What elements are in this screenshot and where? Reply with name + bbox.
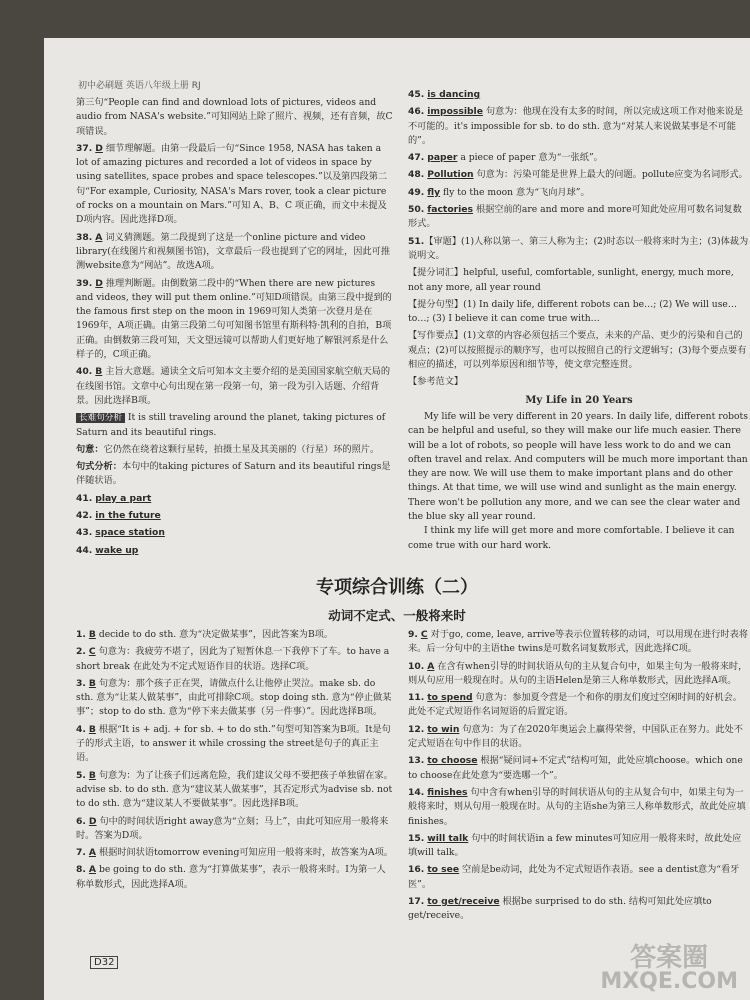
item-number: 12. <box>408 723 425 735</box>
watermark-text: 答案圈 <box>630 943 709 973</box>
item-text: 句中含有when引导的时间状语从句的主从复合句中，如果主句为一般将来时，则从句用一般现在时。从句的主语she为第三人称单数形式，故此处应填finishes。 <box>408 786 746 827</box>
item-text: 句意为：他现在没有太多的时间，所以完成这项工作对他来说是不可能的。it's impossible for sb. to do sth. 意为“对某人来说做某事是不可能的”。 <box>408 106 744 146</box>
item-number: 1. <box>76 629 86 640</box>
item-number: 9. <box>408 629 418 640</box>
section-subtitle: 动词不定式、一般将来时 <box>328 608 466 623</box>
item-number: 45. <box>408 89 425 100</box>
answer-item <box>76 231 394 274</box>
item-text: 【提分句型】(1) In daily life, different robots can be…; (2) We will use…to…; (3) I believe it can come true with… <box>408 298 738 325</box>
item-text: a piece of paper 意为“一张纸”。 <box>460 152 603 164</box>
item-text: 空前是be动词，此处为不定式短语作表语。see a dentist意为“看牙医”。 <box>408 864 740 890</box>
answer-item <box>76 645 394 674</box>
item-text: 【审题】(1)人称以第一、第三人称为主；(2)时态以一般将来时为主；(3)体裁为说明文。 <box>408 235 749 261</box>
item-number: 38. <box>76 231 93 243</box>
answer-item <box>408 186 750 200</box>
item-answer: C <box>420 629 428 640</box>
answer-item <box>76 677 394 720</box>
item-number: 37. <box>76 142 93 154</box>
item-number: 17. <box>408 896 425 908</box>
item-number: 2. <box>76 646 86 658</box>
item-text: 句意为：为了在2020年奥运会上赢得荣誉，中国队正在努力。此处不定式短语在句中作目的状语。 <box>408 723 743 750</box>
item-text: decide to do sth. 意为“决定做某事”，因此答案为B项。 <box>98 629 334 640</box>
item-number: 46. <box>408 106 425 118</box>
answer-item <box>408 151 750 165</box>
item-answer: wake up <box>95 544 139 556</box>
item-text: 根据“It is + adj. + for sb. + to do sth.”句型可知答案为B项。It是句子的形式主语，to answer it while crossing the street是句子的真正主语。 <box>76 723 391 764</box>
item-text: 句意为：参加夏令营是一个和你的朋友们度过空闲时间的好机会。此处不定式短语作名词短语的后置定语。 <box>408 692 742 718</box>
item-text: 【提分词汇】helpful, useful, comfortable, sunlight, energy, much more, not any more, all year round <box>408 267 734 293</box>
item-answer: impossible <box>427 106 483 118</box>
section-title: 专项综合训练（二） <box>316 577 478 598</box>
answer-item <box>76 443 394 457</box>
item-answer: to win <box>427 723 460 735</box>
watermark-url: MXQE.COM <box>600 969 738 994</box>
answer-item <box>76 544 394 558</box>
item-answer: B <box>95 366 103 378</box>
answer-item <box>408 105 750 148</box>
item-number: 16. <box>408 864 425 876</box>
essay-title: My Life in 20 Years <box>525 394 633 406</box>
item-text: 细节理解题。由第一段最后一句“Since 1958, NASA has taken a lot of amazing pictures and recorded a lot of videos in space by using satellites, space probes and space telescopes.”以及第四段第二句“For example, Curiosity, NASA's Mars rover, took a clear picture of rocks on a mountain on Mars.”可知 A、B、C 项正确，而文中未提及D项内容。因此选择D项。 <box>76 142 388 226</box>
item-number: 49. <box>408 186 425 198</box>
watermark-logo <box>600 943 738 994</box>
item-number: 44. <box>76 544 93 556</box>
item-answer: to see <box>427 864 460 876</box>
model-essay <box>408 394 750 553</box>
item-number: 11. <box>408 692 425 704</box>
item-text: 第三句“People can find and download lots of pictures, videos and audio from NASA's website.”可知网站上除了照片、视频，还有音频，故C项错误。 <box>76 97 393 137</box>
answer-item <box>76 460 394 489</box>
item-label: 句式分析： <box>76 461 122 473</box>
item-number: 42. <box>76 510 93 522</box>
answer-item <box>76 365 394 408</box>
item-answer: fly <box>427 186 441 198</box>
answer-item <box>408 660 750 689</box>
item-answer: finishes <box>427 786 468 798</box>
answer-item <box>408 628 750 657</box>
item-number: 7. <box>76 847 86 859</box>
item-text: 句中的时间状语in a few minutes可知应用一般将来时，故此处应填will talk。 <box>408 832 742 859</box>
item-text: 句意为：我疲劳不堪了，因此为了短暂休息一下我停下了车。to have a short break 在此处为不定式短语作目的状语。选择C项。 <box>76 646 390 672</box>
item-number: 39. <box>76 277 93 289</box>
answer-item <box>76 863 394 892</box>
item-answer: A <box>88 847 97 859</box>
answer-item <box>408 235 750 264</box>
item-text: 根据be surprised to do sth. 结构可知此处应填to get/receive。 <box>408 896 712 922</box>
answer-item <box>76 509 394 523</box>
item-number: 6. <box>76 815 86 827</box>
item-number: 13. <box>408 755 425 767</box>
answer-item <box>76 846 394 860</box>
item-text: 句中的时间状语right away意为“立刻；马上”，由此可知应用一般将来时。答案为D项。 <box>76 815 389 841</box>
item-number: 8. <box>76 864 86 876</box>
answer-item <box>408 88 750 102</box>
item-number: 47. <box>408 152 425 164</box>
item-text: 根据“疑问词+不定式”结构可知，此处应填choose。which one to choose在此处意为“要选哪一个”。 <box>408 755 743 781</box>
item-answer: will talk <box>427 832 469 844</box>
answer-item <box>408 832 750 861</box>
answer-item <box>76 142 394 228</box>
item-text: 在含有when引导的时间状语从句的主从复合句中，如果主句为一般将来时，则从句应用一般现在时。从句的主语Helen是第三人称单数形式，因此选择A项。 <box>408 660 748 686</box>
page-number: D32 <box>90 956 118 969</box>
item-answer: is dancing <box>427 89 481 100</box>
item-text: It is still traveling around the planet, taking pictures of Saturn and its beautiful rings. <box>76 412 386 438</box>
answer-item <box>408 203 750 232</box>
answer-item <box>408 863 750 892</box>
answer-item <box>76 277 394 363</box>
item-number: 5. <box>76 769 86 781</box>
answer-item <box>408 375 750 389</box>
item-text: 词义猜测题。第二段提到了这是一个online picture and video library(在线图片和视频图书馆)，文章最后一段也提到了它的网址，因此可推测website意为“网站”。故选A项。 <box>76 231 391 272</box>
document-page <box>44 38 750 1000</box>
answer-item <box>408 691 750 720</box>
item-answer: to spend <box>427 692 473 704</box>
item-text: fly to the moon 意为“飞向月球”。 <box>443 186 590 198</box>
item-answer: D <box>95 277 103 289</box>
item-answer: B <box>88 629 96 640</box>
analysis-tag: 长难句分析 <box>76 413 125 423</box>
item-answer: A <box>427 660 435 672</box>
bottom-right-column <box>408 628 750 927</box>
essay-paragraph: I think my life will get more and more comfortable. I believe it can come true with our hard work. <box>408 525 735 551</box>
item-text: 【写作要点】(1)文章的内容必须包括三个要点，未来的产品、更少的污染和自己的观点；(2)可以按照提示的顺序写，也可以按照自己的行文逻辑写；(3)每个要点要有相应的描述，可以列举原因和细节等，使文章完整连贯。 <box>408 330 747 371</box>
item-number: 41. <box>76 492 93 504</box>
essay-paragraph: My life will be very different in 20 years. In daily life, different robots can be helpful and useful, so they will make our life much easier. There will be a lot of robots, so people will have less work to do and we can often travel and relax. And computers will be much more important than they are now. We will use them to make important plans and do other things. At that time, we will use wind and sunlight as the main energy. There won't be pollution any more, and we can see the clear water and the blue sky all year round. <box>408 410 748 523</box>
answer-item <box>408 298 750 327</box>
answer-item <box>408 786 750 829</box>
item-answer: space station <box>95 527 165 539</box>
item-answer: B <box>88 677 96 689</box>
item-answer: in the future <box>95 510 161 522</box>
item-answer: factories <box>427 204 474 216</box>
item-text: 主旨大意题。通读全文后可知本文主要介绍的是美国国家航空航天局的在线图书馆。文章中心句出现在第一段第一句，第一段为引入话题、介绍背景。因此选择B项。 <box>76 366 391 406</box>
item-text: 根据空前的are and more and more可知此处应用可数名词复数形式。 <box>408 204 742 230</box>
item-number: 15. <box>408 832 425 844</box>
answer-item <box>76 96 394 139</box>
answer-item <box>76 723 394 766</box>
item-number: 40. <box>76 366 93 378</box>
item-answer: D <box>88 815 97 827</box>
answer-item <box>408 754 750 783</box>
running-header: 初中必刷题 英语八年级上册 RJ <box>78 81 201 91</box>
answer-item <box>76 526 394 540</box>
left-column <box>76 96 394 561</box>
item-number: 14. <box>408 786 425 798</box>
item-answer: B <box>88 769 96 781</box>
answer-item <box>76 628 394 642</box>
answer-item <box>408 895 750 924</box>
item-text: 根据时间状语tomorrow evening可知应用一般将来时，故答案为A项。 <box>98 847 393 859</box>
answer-item <box>408 266 750 295</box>
item-text: 句意为：污染可能是世界上最大的问题。pollute应变为名词形式。 <box>476 169 748 181</box>
answer-item <box>76 769 394 812</box>
item-text: 推理判断题。由倒数第二段中的“When there are new pictures and videos, they will put them online.”可知D项错误。由第三段中提到的the famous first step on the moon in 1969可知人类第一次登月是在1969年，A项正确。由第三段第二句可知图书馆里有斯科特·凯利的自拍，B项正确。由倒数第三段可知，天文望远镜可以帮助人们更好地了解银河系是什么样子的，C项正确。 <box>76 277 392 361</box>
item-answer: play a part <box>95 492 152 504</box>
item-answer: C <box>88 646 96 658</box>
answer-item <box>76 411 394 440</box>
item-number: 51. <box>408 235 425 247</box>
item-answer: paper <box>427 152 458 164</box>
item-answer: A <box>88 864 97 876</box>
item-number: 4. <box>76 723 86 735</box>
item-number: 10. <box>408 660 425 672</box>
item-number: 48. <box>408 169 425 181</box>
item-answer: D <box>95 142 103 154</box>
answer-item <box>76 492 394 506</box>
item-text: 句意为：那个孩子正在哭，请做点什么让他停止哭泣。make sb. do sth. 意为“让某人做某事”，由此可排除C项。stop doing sth. 意为“停止做某事”；stop to do sth. 意为“停下来去做某事（另一件事）”。因此选择B项。 <box>76 677 392 718</box>
item-text: 【参考范文】 <box>408 376 464 388</box>
item-answer: to get/receive <box>427 896 500 908</box>
bottom-left-column <box>76 628 394 895</box>
answer-item <box>408 723 750 752</box>
item-number: 50. <box>408 204 425 216</box>
item-text: be going to do sth. 意为“打算做某事”，表示一般将来时。I为第一人称单数形式，因此选择A项。 <box>76 864 386 890</box>
item-answer: A <box>95 231 103 243</box>
answer-item <box>408 329 750 372</box>
item-label: 句意： <box>76 443 104 455</box>
item-text: 句意为：为了让孩子们远离危险，我们建议父母不要把孩子单独留在家。advise sb. to do sth. 意为“建议某人做某事”，其否定形式为advise sb. not to do sth. 意为“建议某人不要做某事”。因此选择B项。 <box>76 769 393 810</box>
item-text: 本句中的taking pictures of Saturn and its beautiful rings是伴随状语。 <box>76 461 391 487</box>
right-column <box>408 88 750 553</box>
item-text: 对于go, come, leave, arrive等表示位置转移的动词，可以用现在进行时表将来。后一分句中的主语the twins是可数名词复数形式，因此选择C项。 <box>408 629 748 655</box>
item-number: 3. <box>76 677 86 689</box>
answer-item <box>76 815 394 844</box>
item-answer: to choose <box>427 755 478 767</box>
item-text: 它仍然在绕着这颗行星转，拍摄土星及其美丽的（行星）环的照片。 <box>103 443 380 455</box>
item-answer: Pollution <box>427 169 474 181</box>
item-number: 43. <box>76 527 93 539</box>
answer-item <box>408 168 750 182</box>
item-answer: B <box>88 723 96 735</box>
